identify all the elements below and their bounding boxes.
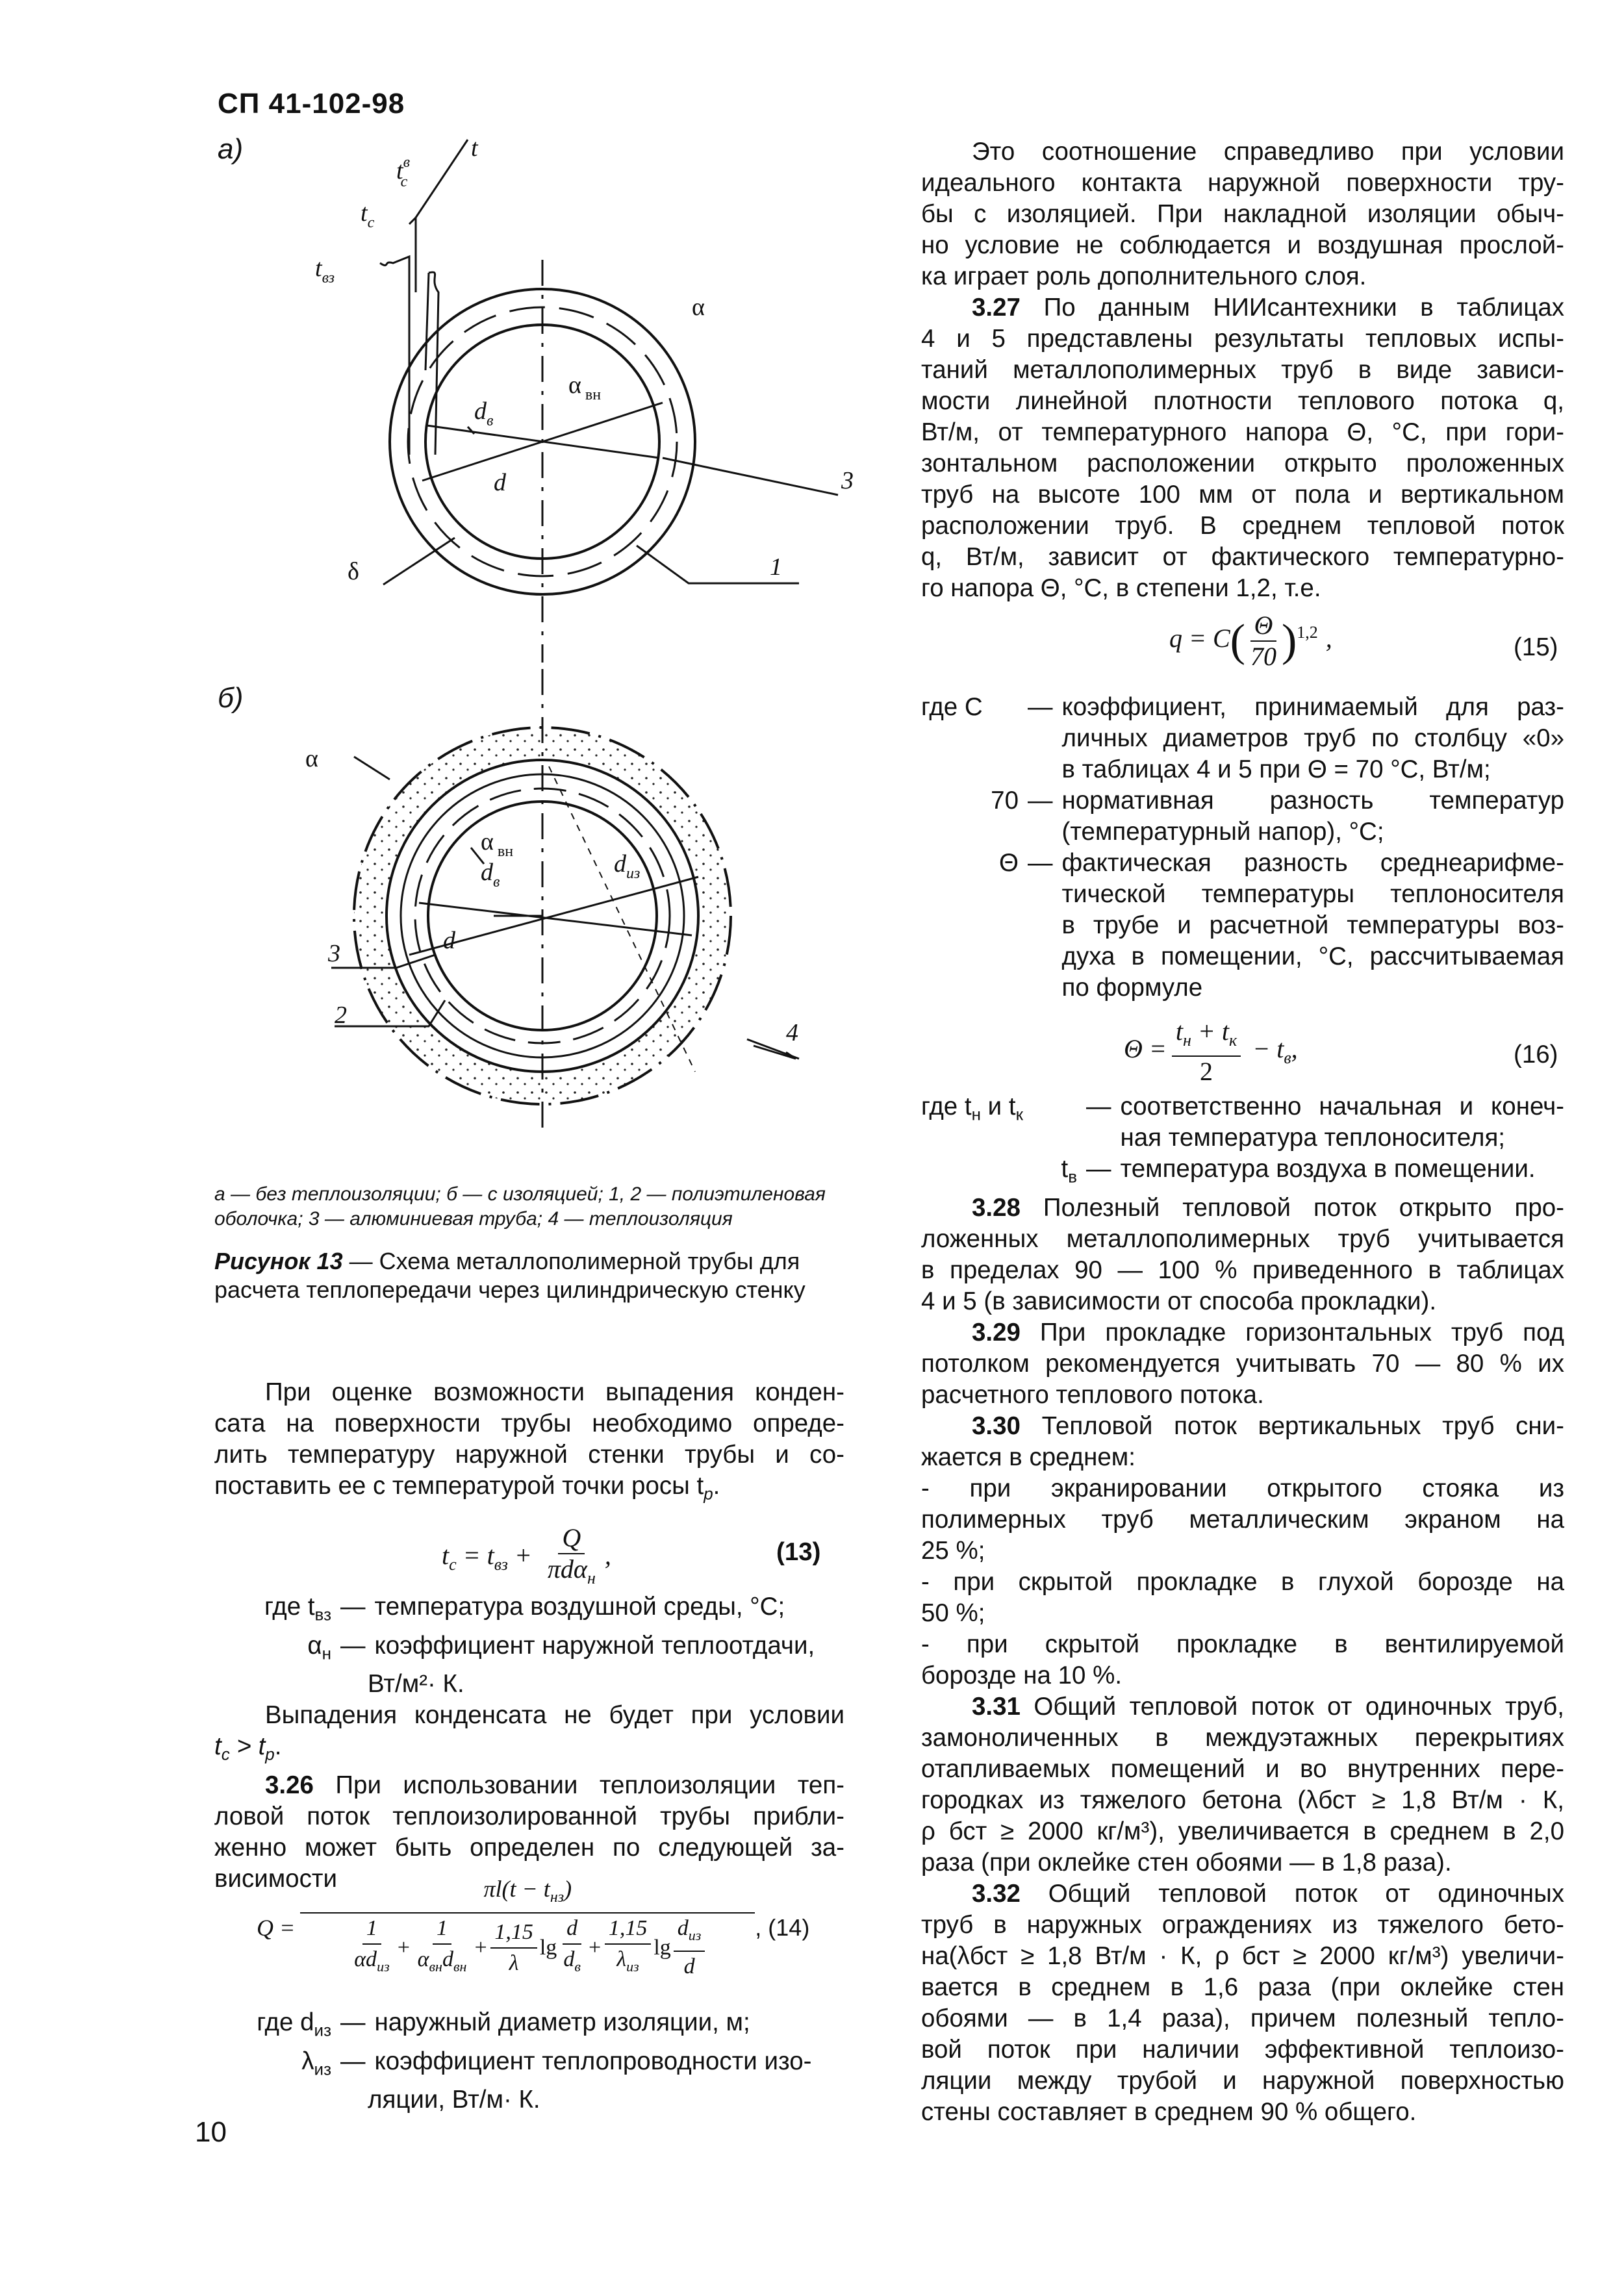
text-line: труб на высоте 100 мм от пола и вертикальном — [921, 481, 1564, 509]
where-key: $\alpha_н$ — [307, 1631, 331, 1663]
text-line: ложенных металлополимерных труб учитывается — [921, 1224, 1564, 1253]
svg-text:αвн — [568, 372, 601, 403]
text-line: отапливаемых помещений и во внутренних пере- — [921, 1754, 1564, 1783]
equation-16: Θ = $\frac{t_н + t_к}{2}$ − $t_в$, — [1124, 1017, 1298, 1086]
text-line: жается в среднем: — [921, 1443, 1136, 1471]
equation-16-number: (16) — [1514, 1041, 1558, 1068]
equation-13 — [442, 1523, 611, 1593]
text-line: полимерных труб металлическим экраном на — [921, 1505, 1564, 1534]
diz-label-b: d — [614, 850, 626, 878]
text-line: При оценке возможности выпадения конден- — [265, 1378, 844, 1406]
left-paragraph-condensate — [214, 1377, 844, 1510]
svg-text:dиз — [614, 850, 640, 882]
text-line: замоноличенных в междуэтажных перекрытиях — [921, 1723, 1564, 1752]
eq-part: + — [507, 1541, 539, 1571]
pipe-diagram — [214, 117, 864, 1143]
section-number: 3.31 — [972, 1692, 1021, 1721]
eq-part: t — [442, 1541, 450, 1571]
cond: t — [214, 1732, 222, 1761]
text-line: ловой поток теплоизолированной трубы прибли- — [214, 1802, 844, 1831]
figure-b-drawing — [331, 669, 799, 1130]
text-line: на(λбст ≥ 1,8 Вт/м · К, ρ бст ≥ 2000 кг/м³) увеличи- — [921, 1941, 1564, 1970]
diz-sub-b: из — [626, 865, 641, 882]
where-value: коэффициент теплопроводности изо- — [374, 2047, 812, 2075]
alpha-vn-label: α — [568, 372, 581, 399]
text-line: зонтальном расположении открыто проложенных — [921, 449, 1564, 477]
text-line: вается в среднем в 1,6 раза (при оклейке стен — [921, 1973, 1564, 2001]
section-number: 3.28 — [972, 1193, 1021, 1222]
where-key: где C — [921, 693, 983, 721]
where-value: наружный диаметр изоляции, м; — [374, 2008, 750, 2036]
text-line: ляции между трубой и наружной поверхностью — [921, 2066, 1564, 2095]
dv-label-b: d — [481, 859, 493, 886]
text-line: раза (при оклейке стен обоями — в 1,8 раза). — [921, 1848, 1452, 1876]
svg-text:αвн — [481, 828, 513, 860]
alpha-label: α — [692, 294, 705, 321]
text-line: обоями — в 1,4 раза), причем полезный тепло- — [921, 2004, 1564, 2032]
tcv-sup: в — [403, 154, 410, 171]
d-label: d — [494, 469, 506, 496]
equation-14: Q = $\pi l(t - t_{нз})$ $\frac{1}{\alpha d_{из}}$ + $\frac{1}{\alpha_{вн}d_{вн}}$ + $\frac{1,15}{\lambda}$ lg $\frac{d}{d_в}$ + $\frac{1,15}{\lambda_{из}}$ lg $\frac{d_{из}}{d}$ , (14) — [257, 1874, 809, 1982]
where-key: 70 — [991, 787, 1019, 815]
eq-part: t — [487, 1541, 494, 1571]
section-number: 3.27 — [972, 294, 1021, 322]
text-line: сата на поверхности трубы необходимо опреде- — [214, 1409, 844, 1437]
where-key: где $t_{вз}$ — [264, 1593, 331, 1624]
text-line: - при экранировании открытого стояка из — [921, 1474, 1564, 1502]
text-line: расположении труб. В среднем тепловой поток — [921, 512, 1564, 540]
text-line: идеального контакта наружной поверхности тру- — [921, 169, 1564, 197]
where-value: коэффициент наружной теплоотдачи, — [374, 1631, 815, 1660]
text-line: Выпадения конденсата не будет при условии — [265, 1701, 844, 1730]
label-2-b: 2 — [335, 1002, 347, 1029]
section-number: 3.30 — [972, 1411, 1021, 1440]
svg-text:tвс — [396, 154, 410, 190]
dv-label: d — [474, 398, 487, 425]
tc-sub: с — [367, 214, 375, 231]
text-line: го напора Θ, °С, в степени 1,2, т.е. — [921, 574, 1321, 602]
section-number: 3.26 — [265, 1771, 314, 1800]
text-line: труб в наружных ограждениях из тяжелого бето- — [921, 1910, 1564, 1939]
dash: — — [340, 1631, 366, 1660]
text-line: Вт/м, от температурного напора Θ, °С, при гори- — [921, 418, 1564, 446]
where-15: где C — коэффициент, принимаемый для раз- личных диаметров труб по столбцу «0» в таблицах 4 и 5 при Θ = 70 °С, Вт/м; 70 — нормативная разность температур (температурный напор), °С; Θ — фактическая разность среднеарифме- тической температуры теплоносителя в трубе и расчетной температуры воз- духа в помещении, °С, рассчитываемая по формуле — [921, 692, 1564, 1004]
t-label: t — [471, 134, 478, 162]
eq-part: c — [449, 1555, 457, 1574]
text-line: 4 и 5 представлены результаты тепловых испы- — [921, 325, 1564, 353]
text-line: стены составляет в среднем 90 % общего. — [921, 2097, 1417, 2126]
label-4-b: 4 — [786, 1019, 798, 1046]
text-line: вой поток при наличии эффективной теплоизо- — [921, 2035, 1564, 2064]
text-line: ρ бст ≥ 2000 кг/м³), увеличивается в среднем в 2,0 — [921, 1817, 1564, 1845]
where-16: где $t_н$ и $t_к$ — соответственно начальная и конеч- ная температура теплоносителя; $t_в$ — температура воздуха в помещении. 3.28 Полезный тепловой поток открыто про- ложенных металлополимерных труб учитывается в пределах 90 — 100 % приведенного в таблицах 4 и 5 (в зависимости от способа прокладки). 3.29 При прокладке горизонтальных труб под потолком рекомендуется учитывать 70 — 80 % их расчетного теплового потока. 3.30 Тепловой поток вертикальных труб сни- жается в среднем: - при экранировании открытого стояка из полимерных труб металлическим экраном на 25 %; - при скрытой прокладке в глухой борозде на 50 %; - при скрытой прокладке в вентилируемой борозде на 10 %. 3.31 Общий тепловой поток от одиночных труб, замоноличенных в междуэтажных перекрытиях отапливаемых помещений и во внутренних пере- городках из тяжелого бетона (λбст ≥ 1,8 Вт/м · К, ρ бст ≥ 2000 кг/м³), увеличивается в среднем в 2,0 раза (при оклейке стен обоями — в 1,8 раза). 3.32 Общий тепловой поток от одиночных труб в наружных ограждениях из тяжелого бето- на(λбст ≥ 1,8 Вт/м · К, ρ бст ≥ 2000 кг/м³) увеличи- вается в среднем в 1,6 раза (при оклейке стен обоями — в 1,4 раза), причем полезный тепло- вой поток при наличии эффективной теплоизо- ляции между трубой и наружной поверхностью стены составляет в среднем 90 % общего. — [921, 1091, 1564, 2128]
text-line: потолком рекомендуется учитывать 70 — 80 % их — [921, 1349, 1564, 1378]
figure-b-label: б) — [218, 682, 244, 714]
equation-13-number: (13) — [776, 1538, 821, 1566]
text-line: лить температуру наружной стенки трубы и со- — [214, 1441, 844, 1469]
alpha-vn-label-b: α — [481, 828, 494, 855]
right-column-top: Это соотношение справедливо при условии идеального контакта наружной поверхности тру- бы с изоляцией. При накладной изоляции обыч- но условие не соблюдается и воздушная прослой- ка играет роль дополнительного слоя. 3.27 По данным НИИсантехники в таблицах 4 и 5 представлены результаты тепловых испы- таний металлополимерных труб в виде зависи- мости линейной плотности теплового потока q, Вт/м, от температурного напора Θ, °С, при гори- зонтальном расположении открыто проложенных труб на высоте 100 мм от пола и вертикальном расположении труб. В среднем тепловой поток q, Вт/м, зависит от фактического температурно- го напора Θ, °С, в степени 1,2, т.е. — [921, 136, 1564, 604]
figure-caption-text: — Схема металлополимерной трубы для расчета теплопередачи через цилиндрическую стенку — [214, 1248, 806, 1303]
svg-text:tвз — [315, 255, 335, 286]
equation-14-number: , (14) — [755, 1914, 810, 1941]
where-value: ляции, Вт/м· К. — [368, 2086, 540, 2114]
section-number: 3.29 — [972, 1318, 1021, 1346]
eq-part: вз — [494, 1555, 508, 1574]
where-value: Вт/м²· К. — [368, 1670, 464, 1699]
tc-label: t — [361, 199, 368, 227]
dash: — — [340, 1593, 366, 1621]
text-line: 25 %; — [921, 1536, 985, 1565]
label-1-a: 1 — [770, 553, 782, 581]
text-line: бы с изоляцией. При накладной изоляции обыч- — [921, 200, 1564, 228]
dv-sub: в — [487, 412, 494, 429]
label-3-b: 3 — [328, 940, 340, 967]
text-line: борозде на 10 %. — [921, 1661, 1123, 1689]
figure-legend-text: а — без теплоизоляции; б — с изоляцией; 1, 2 — полиэтиленовая оболочка; 3 — алюминиевая труба; 4 — теплоизоляция — [214, 1183, 826, 1230]
equation-15: q = C( $\frac{\Theta}{70}$ )$^{1,2}$ , — [1169, 611, 1332, 671]
d-label-b: d — [443, 927, 455, 954]
svg-text:tс — [361, 199, 375, 231]
figure-caption-title: Рисунок 13 — [214, 1248, 343, 1274]
text-line: мости линейной плотности теплового потока q, — [921, 387, 1564, 415]
text-line: - при скрытой прокладке в вентилируемой — [921, 1630, 1564, 1658]
where-key: Θ — [999, 849, 1019, 877]
text-line: ка играет роль дополнительного слоя. — [921, 262, 1367, 290]
where-14: где $d_{из}$ — наружный диаметр изоляции, м; $\lambda_{из}$ — коэффициент теплопроводности изо- ляции, Вт/м· К. — [214, 2007, 844, 2116]
dv-sub-b: в — [493, 874, 500, 891]
tvz-label: t — [315, 255, 322, 282]
text-line: но условие не соблюдается и воздушная прослой- — [921, 231, 1564, 259]
section-number: 3.32 — [972, 1879, 1021, 1908]
eq-part: = — [456, 1541, 487, 1571]
figure-caption — [214, 1247, 844, 1304]
where-key: $\lambda_{из}$ — [301, 2047, 331, 2079]
text-line: 4 и 5 (в зависимости от способа прокладки). — [921, 1287, 1437, 1315]
text-line: . — [713, 1472, 720, 1500]
text-line: 50 %; — [921, 1598, 985, 1627]
eq-denominator: πdα — [547, 1554, 587, 1584]
figure-a-drawing — [380, 140, 838, 663]
text-line: поставить ее с температурой точки росы t — [214, 1472, 704, 1500]
figure-legend — [214, 1182, 844, 1232]
text-line: женно может быть определен по следующей за- — [214, 1834, 844, 1862]
text-line: - при скрытой прокладке в глухой борозде на — [921, 1567, 1564, 1596]
text-line: расчетного теплового потока. — [921, 1380, 1264, 1409]
eq-numerator: Q — [558, 1523, 585, 1554]
tcv-sub: с — [400, 173, 408, 190]
subscript: р — [704, 1484, 713, 1504]
text-line: городках из тяжелого бетона (λбст ≥ 1,8 Вт/м · К, — [921, 1786, 1564, 1814]
where-key: где $t_н$ и $t_к$ — [921, 1093, 1023, 1124]
text-line: Это соотношение справедливо при условии — [972, 138, 1564, 166]
alpha-vn-sub: вн — [585, 386, 602, 403]
where-key: $t_в$ — [1061, 1155, 1077, 1187]
figure-a-label: а) — [218, 133, 244, 165]
label-3-a: 3 — [841, 467, 854, 494]
where-value: температура воздушной среды, °С; — [374, 1593, 785, 1621]
alpha-label-b: α — [305, 745, 318, 772]
where-13: где $t_{вз}$ — температура воздушной среды, °С; $\alpha_н$ — коэффициент наружной теплоотдачи, Вт/м²· К. Выпадения конденсата не будет при условии $t_с > t_р$. 3.26 При использовании теплоизоляции теп- ловой поток теплоизолированной трубы прибли- женно может быть определен по следующей за- висимости — [214, 1591, 844, 1895]
page-number: 10 — [195, 2116, 227, 2148]
svg-text:dв — [481, 859, 500, 891]
tvz-sub: вз — [322, 270, 335, 286]
text-line: в пределах 90 — 100 % приведенного в таблицах — [921, 1256, 1564, 1284]
text-line: q, Вт/м, зависит от фактического температурно- — [921, 543, 1564, 571]
text-line: висимости — [214, 1865, 337, 1893]
eq-part: н — [587, 1569, 596, 1587]
where-key: где $d_{из}$ — [257, 2008, 331, 2040]
equation-15-number: (15) — [1514, 633, 1558, 661]
alpha-vn-sub-b: вн — [497, 843, 514, 860]
text-line: таний металлополимерных труб в виде зависи- — [921, 356, 1564, 384]
svg-text:dв — [474, 398, 493, 429]
document-code: СП 41-102-98 — [218, 88, 405, 120]
delta-label: δ — [348, 558, 359, 585]
eq-part: , — [604, 1541, 611, 1571]
tcv-label: t — [396, 157, 403, 184]
